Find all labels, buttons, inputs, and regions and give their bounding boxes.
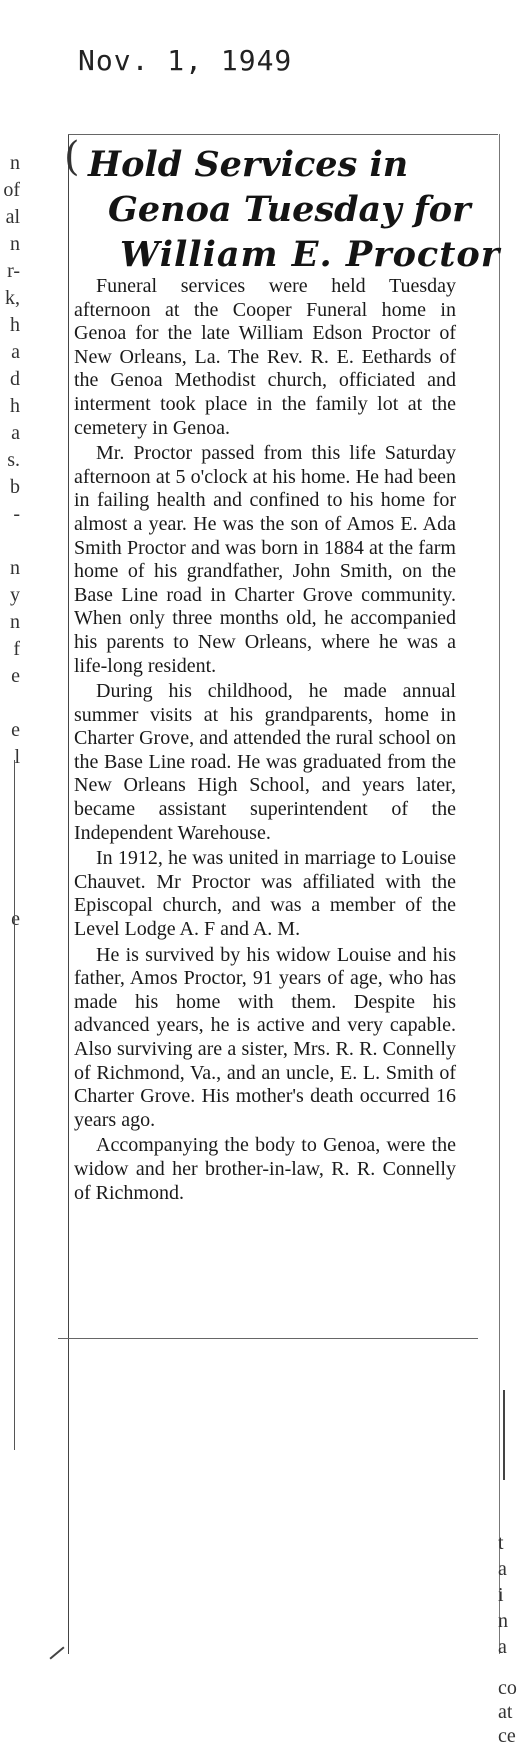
column-fragment: al (5, 206, 20, 228)
column-fragment: n (10, 152, 20, 174)
column-fragment: ce (498, 1725, 516, 1747)
column-fragment: a (11, 422, 20, 444)
column-fragment: f (13, 638, 20, 660)
column-fragment: b (10, 476, 20, 498)
paragraph-6: Accompanying the body to Genoa, were the widow and her brother-in-law, R. R. Connelly of Richmond. (74, 1134, 456, 1204)
column-fragment: of (3, 179, 20, 201)
column-fragment: a (498, 1558, 507, 1580)
column-fragment: at (498, 1701, 513, 1723)
column-fragment: h (10, 314, 20, 336)
column-fragment: co (498, 1677, 517, 1699)
right-column-rule (503, 1390, 505, 1480)
column-fragment (0, 852, 20, 879)
column-fragment: h (10, 395, 20, 417)
headline-line-3: William E. Proctor (120, 234, 501, 275)
article-body (74, 275, 456, 1205)
column-fragment (0, 1014, 20, 1041)
column-fragment (0, 879, 20, 906)
paragraph-4: In 1912, he was united in marriage to Louise Chauvet. Mr Proctor was affiliated with the Episcopal church, and was a member of the Level Lodge A. F and A. M. (74, 847, 456, 941)
left-column-rule (14, 760, 15, 1450)
paragraph-2: Mr. Proctor passed from this life Saturday afternoon at 5 o'clock at his home. He had been in failing health and confined to his home for almost a year. He was the son of Amos E. Ada Smith Proctor and was born in 1884 at the farm home of his grandfather, John Smith, on the Base Line road in Charter Grove community. When only three months old, he accompanied his parents to New Orleans, where he was a life-long resident. (74, 442, 456, 677)
column-fragment (0, 798, 20, 825)
column-fragment: s. (7, 449, 20, 471)
column-fragment: l (14, 746, 20, 768)
column-fragment: t (498, 1532, 504, 1554)
column-fragment (0, 960, 20, 987)
column-fragment: d (10, 368, 20, 390)
clipping-date: Nov. 1, 1949 (78, 44, 293, 77)
headline-line-1: Hold Services in (88, 144, 409, 185)
adjacent-column-left-fragments (0, 150, 20, 1450)
column-fragment: n (10, 233, 20, 255)
column-fragment: n (10, 611, 20, 633)
bracket-mark: ( (64, 134, 80, 180)
column-fragment (0, 987, 20, 1014)
clipping-splice-rule (58, 1338, 478, 1339)
paragraph-3: During his childhood, he made annual summer visits at his grandparents, home in Charter Grove, and attended the rural school on the Base Line road. He was graduated from the New Orleans High School, and years later, became assistant superintendent of the Independent Warehouse. (74, 680, 456, 844)
column-fragment (0, 933, 20, 960)
paragraph-5: He is survived by his widow Louise and his father, Amos Proctor, 91 years of age, who has made his home with them. Despite his advanced years, he is active and very capable. Also surviving are a sister, Mrs. R. R. Connelly of Richmond, Va., and an uncle, E. L. Smith of Charter Grove. His mother's death occurred 16 years ago. (74, 943, 456, 1131)
column-fragment (0, 690, 20, 717)
column-fragment: y (10, 584, 20, 606)
column-fragment (0, 528, 20, 555)
pencil-mark (49, 1646, 64, 1659)
column-fragment: e (11, 908, 20, 930)
adjacent-column-bottom-fragments (498, 1676, 519, 1748)
clipping-top-rule (68, 134, 498, 135)
column-fragment (0, 825, 20, 852)
headline (80, 142, 500, 277)
column-fragment: r- (7, 260, 20, 282)
column-fragment: a (498, 1636, 507, 1658)
paragraph-1: Funeral services were held Tuesday afternoon at the Cooper Funeral home in Genoa for the late William Edson Proctor of New Orleans, La. The Rev. R. E. Eethards of the Genoa Methodist church, officiated and interment took place in the family lot at the cemetery in Genoa. (74, 275, 456, 439)
adjacent-column-right-fragments (498, 1530, 519, 1660)
column-fragment (0, 1041, 20, 1068)
headline-line-2: Genoa Tuesday for (108, 189, 471, 230)
column-fragment: i (498, 1584, 504, 1606)
column-fragment: n (498, 1610, 508, 1632)
column-fragment: a (11, 341, 20, 363)
column-fragment (0, 771, 20, 798)
column-fragment: k, (5, 287, 20, 309)
column-fragment: e (11, 665, 20, 687)
column-fragment: - (13, 503, 20, 525)
column-fragment: n (10, 557, 20, 579)
column-fragment: e (11, 719, 20, 741)
